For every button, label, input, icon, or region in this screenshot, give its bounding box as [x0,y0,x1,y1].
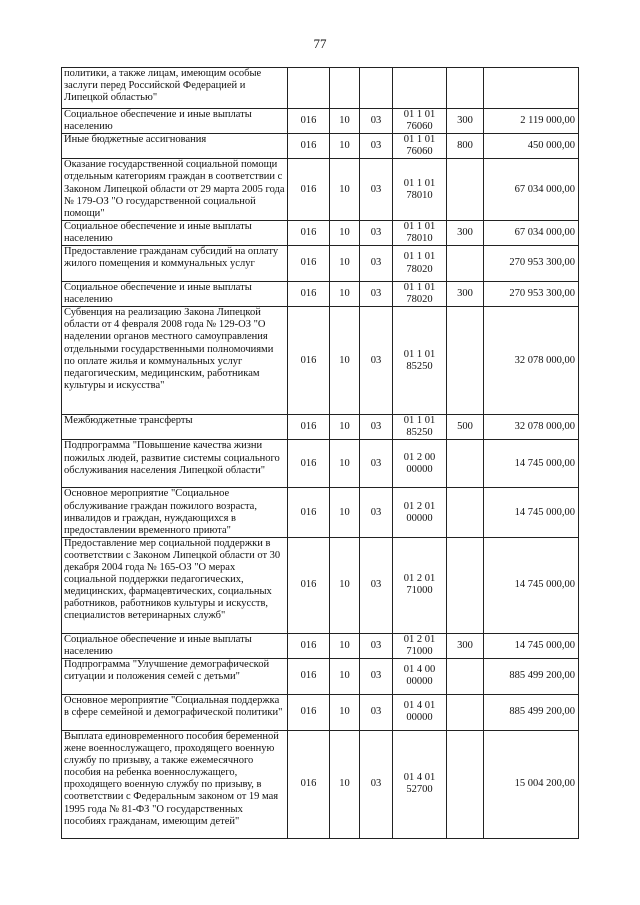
cell-subsection-code: 03 [360,694,393,730]
table-row [62,694,579,730]
cell-expense-type [447,68,484,109]
table-row [62,440,579,488]
cell-section-code: 10 [330,415,360,440]
cell-amount: 32 078 000,00 [484,307,579,415]
cell-subsection-code: 03 [360,134,393,159]
cell-section-code: 10 [330,220,360,245]
cell-section-code: 10 [330,633,360,658]
cell-section-code: 10 [330,246,360,282]
cell-amount: 885 499 200,00 [484,658,579,694]
cell-expense-type [447,730,484,838]
cell-subsection-code: 03 [360,658,393,694]
cell-expense-type [447,159,484,220]
cell-expense-type [447,658,484,694]
table-row [62,134,579,159]
cell-ministry-code: 016 [288,246,330,282]
cell-section-code: 10 [330,282,360,307]
cell-target-code: 01 1 01 78010 [393,159,447,220]
cell-subsection-code: 03 [360,488,393,537]
cell-target-code: 01 4 01 00000 [393,694,447,730]
cell-ministry-code: 016 [288,488,330,537]
cell-target-code: 01 1 01 78020 [393,246,447,282]
cell-target-code: 01 2 00 00000 [393,440,447,488]
cell-target-code: 01 1 01 85250 [393,307,447,415]
budget-table-body [62,68,579,839]
cell-target-code: 01 1 01 78010 [393,220,447,245]
table-row [62,307,579,415]
cell-name: Основное мероприятие "Социальная поддержка в сфере семейной и демографической политики" [62,694,288,730]
cell-expense-type: 500 [447,415,484,440]
cell-ministry-code: 016 [288,415,330,440]
cell-ministry-code: 016 [288,633,330,658]
cell-expense-type: 300 [447,633,484,658]
table-row [62,109,579,134]
cell-expense-type [447,246,484,282]
cell-name: Предоставление гражданам субсидий на оплату жилого помещения и коммунальных услуг [62,246,288,282]
table-row [62,415,579,440]
table-row [62,159,579,220]
cell-subsection-code [360,68,393,109]
cell-ministry-code: 016 [288,658,330,694]
cell-name: Иные бюджетные ассигнования [62,134,288,159]
cell-target-code: 01 2 01 71000 [393,633,447,658]
cell-ministry-code: 016 [288,220,330,245]
cell-amount: 14 745 000,00 [484,537,579,633]
cell-expense-type: 300 [447,220,484,245]
table-row [62,488,579,537]
cell-target-code [393,68,447,109]
cell-subsection-code: 03 [360,220,393,245]
cell-section-code: 10 [330,537,360,633]
table-row [62,68,579,109]
cell-amount: 67 034 000,00 [484,159,579,220]
cell-target-code: 01 2 01 71000 [393,537,447,633]
cell-target-code: 01 1 01 76060 [393,109,447,134]
cell-expense-type [447,440,484,488]
cell-name: Социальное обеспечение и иные выплаты населению [62,633,288,658]
cell-name: Субвенция на реализацию Закона Липецкой области от 4 февраля 2008 года № 129-ОЗ "О наделении органов местного самоуправления отдельными государственными полномочиями по оплате жилья и коммунальных услуг педагогическим, медицинским, работникам культуры и искусства" [62,307,288,415]
cell-section-code: 10 [330,134,360,159]
cell-ministry-code: 016 [288,282,330,307]
cell-ministry-code: 016 [288,537,330,633]
cell-ministry-code: 016 [288,109,330,134]
cell-target-code: 01 4 00 00000 [393,658,447,694]
cell-name: политики, а также лицам, имеющим особые заслуги перед Российской Федерацией и Липецкой областью" [62,68,288,109]
cell-subsection-code: 03 [360,537,393,633]
cell-subsection-code: 03 [360,440,393,488]
budget-table [61,67,579,839]
page-number: 77 [313,36,327,51]
cell-name: Социальное обеспечение и иные выплаты населению [62,109,288,134]
cell-amount: 67 034 000,00 [484,220,579,245]
cell-section-code: 10 [330,694,360,730]
cell-ministry-code: 016 [288,307,330,415]
cell-section-code: 10 [330,658,360,694]
table-row [62,282,579,307]
table-row [62,633,579,658]
cell-target-code: 01 2 01 00000 [393,488,447,537]
cell-ministry-code [288,68,330,109]
cell-name: Социальное обеспечение и иные выплаты населению [62,282,288,307]
cell-name: Межбюджетные трансферты [62,415,288,440]
table-row [62,658,579,694]
cell-amount: 270 953 300,00 [484,282,579,307]
cell-subsection-code: 03 [360,109,393,134]
cell-amount: 32 078 000,00 [484,415,579,440]
cell-expense-type: 300 [447,282,484,307]
cell-ministry-code: 016 [288,694,330,730]
cell-ministry-code: 016 [288,440,330,488]
cell-ministry-code: 016 [288,134,330,159]
cell-expense-type [447,537,484,633]
cell-section-code [330,68,360,109]
cell-target-code: 01 1 01 78020 [393,282,447,307]
cell-name: Подпрограмма "Улучшение демографической ситуации и положения семей с детьми" [62,658,288,694]
cell-amount: 14 745 000,00 [484,488,579,537]
cell-section-code: 10 [330,730,360,838]
cell-name: Выплата единовременного пособия беременной жене военнослужащего, проходящего военную службу по призыву, а также ежемесячного пособия на ребенка военнослужащего, проходящего военную службу по призыву, в соответствии с Федеральным законом от 19 мая 1995 года № 81-ФЗ "О государственных пособиях гражданам, имеющим детей" [62,730,288,838]
cell-section-code: 10 [330,307,360,415]
table-row [62,220,579,245]
cell-amount: 15 004 200,00 [484,730,579,838]
cell-subsection-code: 03 [360,159,393,220]
cell-subsection-code: 03 [360,307,393,415]
cell-subsection-code: 03 [360,415,393,440]
cell-amount: 2 119 000,00 [484,109,579,134]
cell-section-code: 10 [330,440,360,488]
cell-subsection-code: 03 [360,730,393,838]
cell-target-code: 01 4 01 52700 [393,730,447,838]
cell-subsection-code: 03 [360,246,393,282]
cell-target-code: 01 1 01 76060 [393,134,447,159]
cell-name: Оказание государственной социальной помощи отдельным категориям граждан в соответствии с Законом Липецкой области от 29 марта 2005 года № 179-ОЗ "О государственной социальной помощи" [62,159,288,220]
cell-amount [484,68,579,109]
table-row [62,730,579,838]
table-row [62,537,579,633]
cell-expense-type [447,694,484,730]
cell-expense-type [447,307,484,415]
cell-subsection-code: 03 [360,282,393,307]
cell-ministry-code: 016 [288,159,330,220]
cell-target-code: 01 1 01 85250 [393,415,447,440]
cell-section-code: 10 [330,159,360,220]
cell-amount: 450 000,00 [484,134,579,159]
cell-amount: 270 953 300,00 [484,246,579,282]
cell-amount: 885 499 200,00 [484,694,579,730]
cell-name: Социальное обеспечение и иные выплаты населению [62,220,288,245]
cell-name: Основное мероприятие "Социальное обслуживание граждан пожилого возраста, инвалидов и граждан, нуждающихся в предоставлении временного приюта" [62,488,288,537]
cell-section-code: 10 [330,488,360,537]
cell-expense-type: 800 [447,134,484,159]
cell-subsection-code: 03 [360,633,393,658]
cell-ministry-code: 016 [288,730,330,838]
table-row [62,246,579,282]
cell-amount: 14 745 000,00 [484,633,579,658]
cell-amount: 14 745 000,00 [484,440,579,488]
cell-section-code: 10 [330,109,360,134]
cell-expense-type [447,488,484,537]
cell-expense-type: 300 [447,109,484,134]
cell-name: Подпрограмма "Повышение качества жизни пожилых людей, развитие системы социального обслуживания населения Липецкой области" [62,440,288,488]
cell-name: Предоставление мер социальной поддержки в соответствии с Законом Липецкой области от 30 декабря 2004 года № 165-ОЗ "О мерах социальной поддержки педагогических, медицинских, фармацевтических, социальных работников, работников культуры и искусств, специалистов ветеринарных служб" [62,537,288,633]
